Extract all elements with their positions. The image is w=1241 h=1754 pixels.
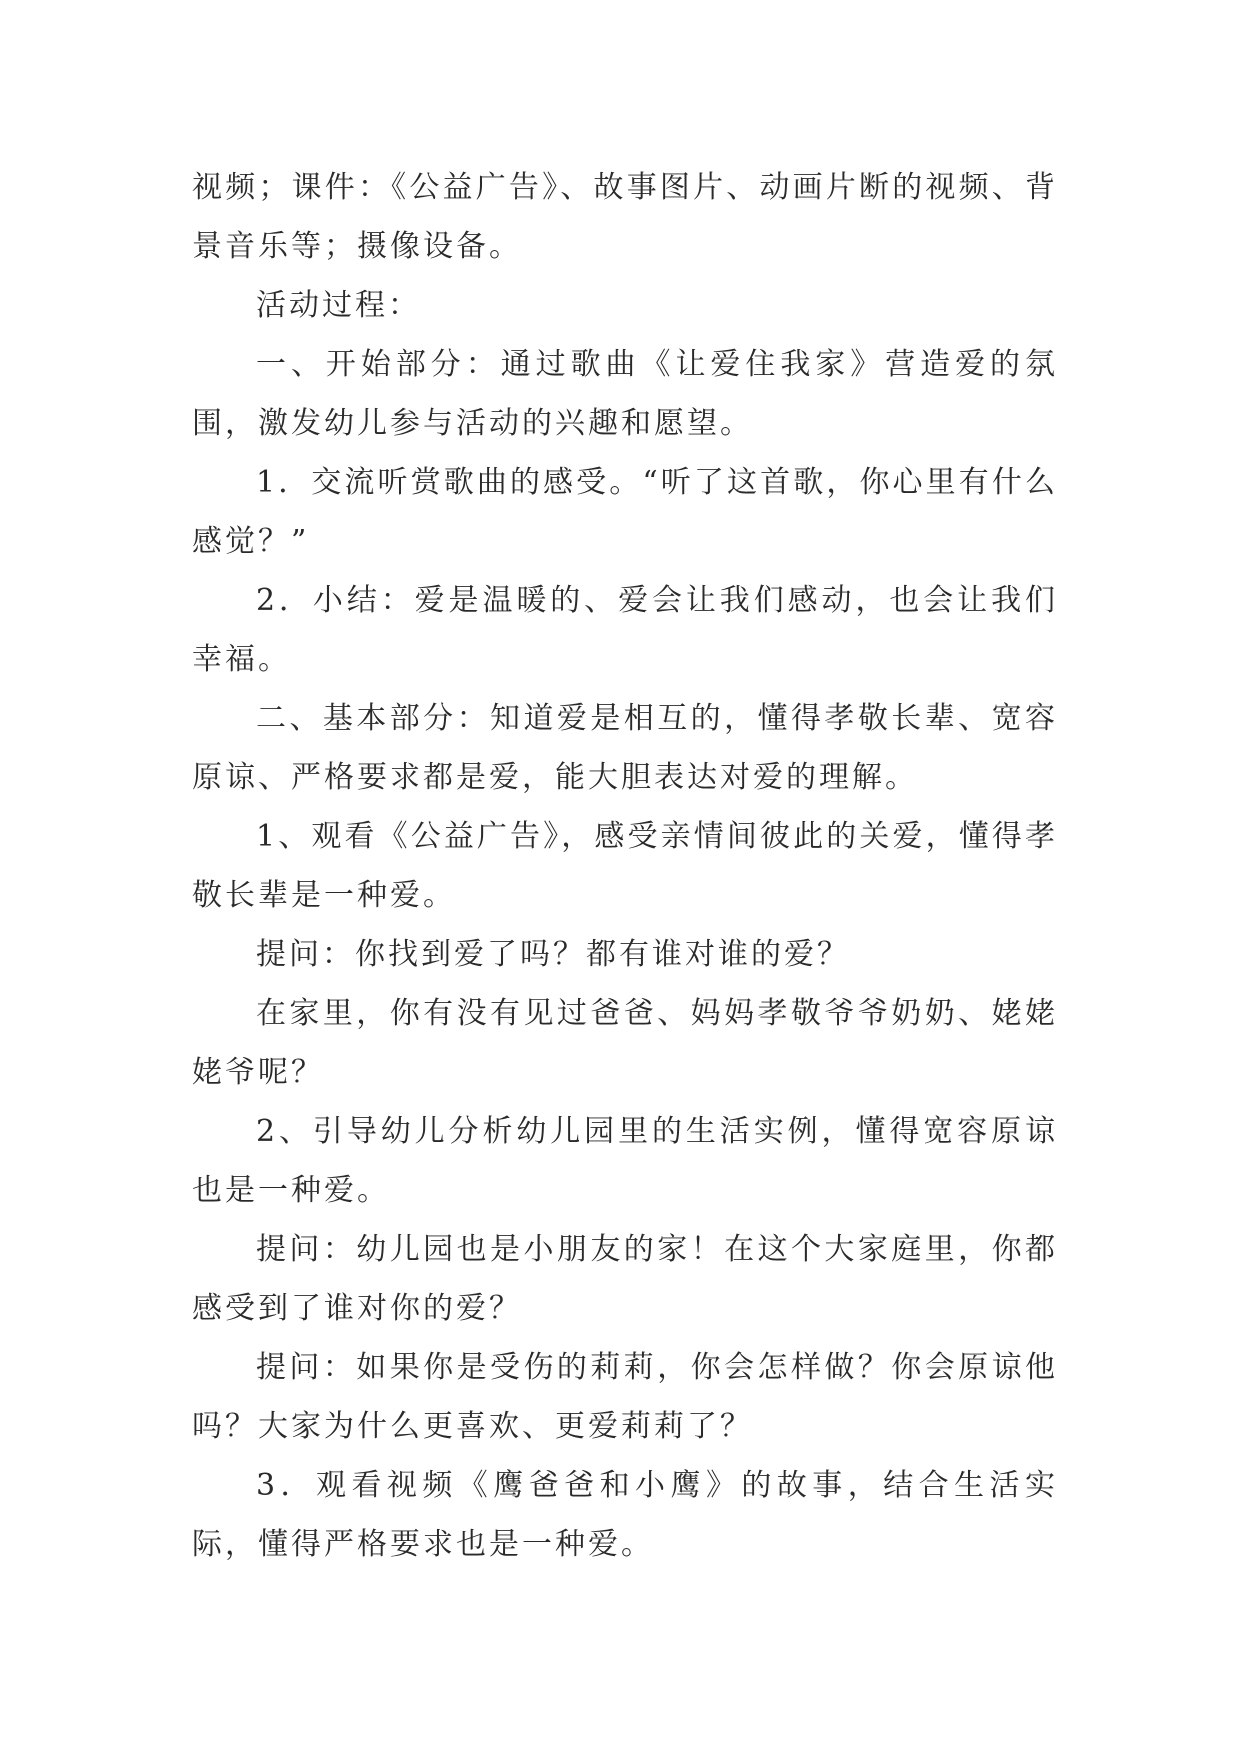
paragraph: 在家里，你有没有见过爸爸、妈妈孝敬爷爷奶奶、姥姥姥爷呢？	[192, 996, 1058, 1090]
paragraph: 一、开始部分：通过歌曲《让爱住我家》营造爱的氛围，激发幼儿参与活动的兴趣和愿望。	[192, 347, 1058, 441]
paragraph: 二、基本部分：知道爱是相互的，懂得孝敬长辈、宽容原谅、严格要求都是爱，能大胆表达对爱的理解。	[192, 701, 1058, 795]
paragraph: 3．观看视频《鹰爸爸和小鹰》的故事，结合生活实际，懂得严格要求也是一种爱。	[192, 1468, 1058, 1562]
paragraph: 提问：幼儿园也是小朋友的家！在这个大家庭里，你都感受到了谁对你的爱？	[192, 1232, 1058, 1326]
paragraph: 提问：你找到爱了吗？都有谁对谁的爱？	[256, 937, 850, 972]
paragraph: 视频；课件：《公益广告》、故事图片、动画片断的视频、背景音乐等；摄像设备。	[192, 170, 1058, 264]
paragraph: 1、观看《公益广告》，感受亲情间彼此的关爱，懂得孝敬长辈是一种爱。	[192, 819, 1058, 913]
paragraph: 提问：如果你是受伤的莉莉，你会怎样做？你会原谅他吗？大家为什么更喜欢、更爱莉莉了？	[192, 1350, 1058, 1444]
paragraph: 2、引导幼儿分析幼儿园里的生活实例，懂得宽容原谅也是一种爱。	[192, 1114, 1058, 1208]
document-body	[192, 158, 1058, 1574]
paragraph: 2．小结：爱是温暖的、爱会让我们感动，也会让我们幸福。	[192, 583, 1058, 677]
paragraph: 1．交流听赏歌曲的感受。“听了这首歌，你心里有什么感觉？”	[192, 465, 1058, 559]
paragraph: 活动过程：	[256, 288, 421, 323]
